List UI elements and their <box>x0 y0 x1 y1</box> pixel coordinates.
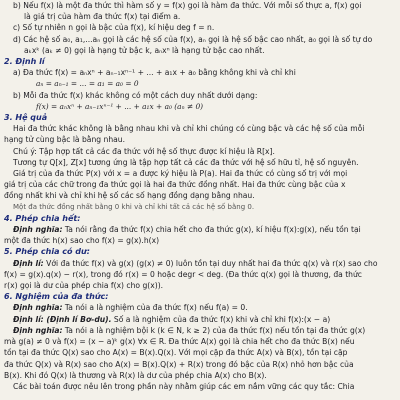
text-line: Định nghĩa: Ta nói rằng đa thức f(x) chia hết cho đa thức g(x), kí hiệu f(x):g(x), nếu tồn tại <box>13 225 361 235</box>
text-line: B(x). Khi đó Q(x) là thương và R(x) là dư của phép chia A(x) cho B(x). <box>4 370 267 380</box>
section-heading: 2. Định lí <box>4 57 45 67</box>
text-line: Giá trị của đa thức P(x) với x = a được ký hiệu là P(a). Hai đa thức có cùng số trị với mọi <box>13 169 348 179</box>
text-line: hạng tử cùng bậc là bằng nhau. <box>4 135 126 145</box>
text-line: f(x) = aₙxⁿ + aₙ₋₁xⁿ⁻¹ + ... + a₁x + a₀ (aₙ ≠ 0) <box>36 101 204 111</box>
text-line: Một đa thức đồng nhất bằng 0 khi và chỉ khi tất cả các hệ số bằng 0. <box>13 202 255 211</box>
text-line: Chú ý: Tập hợp tất cả các đa thức với hệ số thực được kí hiệu là R[x]. <box>13 146 275 156</box>
text-line: tồn tại đa thức Q(x) sao cho A(x) = B(x).Q(x). Với mọi cặp đa thức A(x) và B(x), tồn tại cặp <box>4 348 348 358</box>
section-heading: 6. Nghiệm của đa thức: <box>4 292 109 302</box>
text-line: một đa thức h(x) sao cho f(x) = g(x).h(x) <box>4 236 160 246</box>
text-line: mà g(a) ≠ 0 và f(x) = (x − a)ᵏ g(x) ∀x ∈ R. Đa thức A(x) gọi là chia hết cho đa thức B(x) nếu <box>4 337 355 347</box>
section-heading: 3. Hệ quả <box>4 113 48 123</box>
text-line: Các bài toán được nêu lên trong phần này nhằm giúp các em nắm vững các quy tắc: Chia <box>13 381 355 391</box>
text-line: a) Đa thức f(x) = aₙxⁿ + aₙ₋₁xⁿ⁻¹ + ... + a₁x + a₀ bằng không khi và chỉ khi <box>13 68 296 78</box>
text-line: đồng nhất khi và chỉ khi hệ số các số hạng đồng dạng bằng nhau. <box>4 191 255 201</box>
text-line: Định lí: Với đa thức f(x) và g(x) (g(x) ≠ 0) luôn tồn tại duy nhất hai đa thức q(x) và r(x) sao cho <box>13 258 378 268</box>
text-line: c) Số tự nhiên n gọi là bậc của f(x), kí hiệu deg f = n. <box>13 23 215 33</box>
text-line: giá trị của các chữ trong đa thức gọi là hai đa thức đồng nhất. Hai đa thức cùng bậc của x <box>4 180 346 190</box>
text-line: aₖxᵏ (aₖ ≠ 0) gọi là hạng tử bậc k, aₙxⁿ là hạng tử bậc cao nhất. <box>24 45 265 55</box>
section-heading: 5. Phép chia có dư: <box>4 247 90 257</box>
text-line: là giá trị của hàm đa thức f(x) tại điểm a. <box>24 12 181 22</box>
text-line: b) Mỗi đa thức f(x) khác không có một cách duy nhất dưới dạng: <box>13 90 258 100</box>
text-line: Hai đa thức khác không là bằng nhau khi và chỉ khi chúng có cùng bậc và các hệ số của mỗi <box>13 124 365 134</box>
text-line: đa thức Q(x) và R(x) sao cho A(x) = B(x).Q(x) + R(x) trong đó bậc của R(x) nhỏ hơn bậc của <box>4 359 354 369</box>
section-heading: 4. Phép chia hết: <box>4 213 81 223</box>
text-line: Tương tự Q[x], Z[x] tương ứng là tập hợp tất cả các đa thức với hệ số hữu tỉ, hệ số nguyên. <box>13 157 359 167</box>
text-line: Định lí: (Định lí Bơ-du). Số a là nghiệm của đa thức f(x) khi và chỉ khi f(x):(x − a) <box>13 314 331 324</box>
text-line: b) Nếu f(x) là một đa thức thì hàm số y = f(x) gọi là hàm đa thức. Với mỗi số thực a, f(x) gọi <box>13 1 362 10</box>
text-line: f(x) = g(x).q(x) − r(x), trong đó r(x) = 0 hoặc degr < deg. (Đa thức q(x) gọi là thương, đa thức <box>4 269 362 279</box>
text-line: Định nghĩa: Ta nói a là nghiệm của đa thức f(x) nếu f(a) = 0. <box>13 303 248 313</box>
text-line: aₙ = aₙ₋₁ = ... = a₁ = a₀ = 0 <box>36 79 139 89</box>
text-line: r(x) gọi là dư của phép chia f(x) cho g(x)). <box>4 281 164 291</box>
text-line: Định nghĩa: Ta nói a là nghiệm bội k (k ∈ N, k ≥ 2) của đa thức f(x) nếu tồn tại đa thức g(x) <box>13 325 366 335</box>
text-line: d) Các hệ số a₀, a₁,...aₙ gọi là các hệ số của f(x), aₙ gọi là hệ số bậc cao nhất, a₀ gọi là số tự do <box>13 34 373 44</box>
